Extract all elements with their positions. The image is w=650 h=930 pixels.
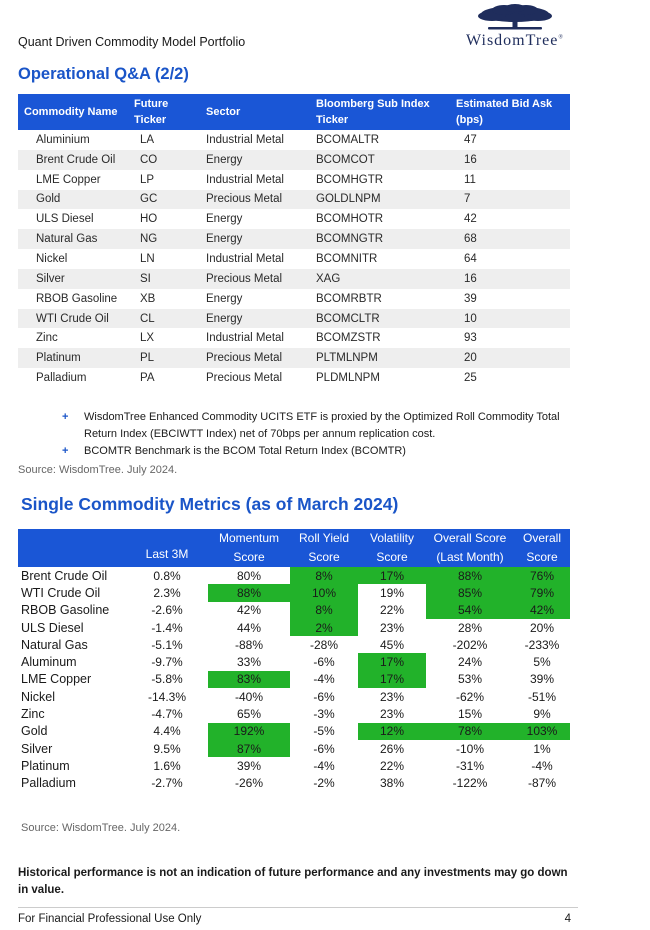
qa-notes [62,409,572,460]
bid-ask-cell: 68 [450,229,570,249]
document-title: Quant Driven Commodity Model Portfolio [18,35,246,49]
bid-ask-cell: 7 [450,190,570,210]
commodity-name-cell: Nickel [21,689,56,704]
col-header-overall-last-month: Overall Score (Last Month) [426,529,514,567]
bid-ask-cell: 39 [464,292,477,305]
sector-cell: Industrial Metal [206,133,284,146]
table-row [18,348,570,368]
sector-cell: Energy [206,213,243,226]
momentum-score-cell: 80% [236,568,262,583]
future-ticker-cell: LN [140,252,155,265]
table-row [18,567,570,584]
table-row [18,705,570,722]
bid-ask-cell: 93 [464,332,477,345]
table-row [18,688,570,705]
roll-yield-score-cell: -3% [313,707,335,722]
bloomberg-ticker-cell: BCOMZSTR [316,332,381,345]
operational-qa-table [18,94,570,388]
table-row [18,368,570,388]
note-item: + WisdomTree Enhanced Commodity UCITS ETF is proxied by the Optimized Roll Commodity Total Return Index (EBCIWTT Index) net of 70bps per annum replication cost. [62,411,560,440]
table-row [18,619,570,636]
bid-ask-cell: 42 [464,213,477,226]
bloomberg-ticker-cell: PLDMLNPM [316,372,380,385]
commodity-name-cell: Aluminum [21,655,77,670]
plus-icon: + [62,411,69,423]
table-row [18,130,570,150]
sector-cell: Industrial Metal [206,252,284,265]
footer-text: For Financial Professional Use Only [18,913,202,925]
commodity-name-cell: ULS Diesel [36,213,94,226]
bid-ask-cell: 47 [464,133,477,146]
col-header-sector: Sector [200,94,310,130]
bid-ask-cell: 16 [450,269,570,289]
last-3m-cell: -2.6% [151,603,183,618]
footer-divider [18,907,578,908]
overall-last-month-cell: -31% [455,758,484,773]
bid-ask-cell: 10 [450,309,570,329]
sector-cell: Precious Metal [206,372,283,385]
table-row [18,723,570,740]
table-row [18,170,570,190]
page-number: 4 [564,913,571,925]
table-row [18,584,570,601]
overall-last-month-cell: 28% [457,620,483,635]
sector-cell: Energy [200,150,310,170]
col-header-future-ticker: Future Ticker [128,94,200,130]
roll-yield-score-cell: -2% [313,776,335,791]
overall-score-cell: 79% [514,584,570,601]
future-ticker-cell: LX [140,332,155,345]
volatility-score-cell: 38% [379,776,405,791]
momentum-score-cell: 65% [236,707,262,722]
overall-score-cell: 1% [533,741,551,756]
bloomberg-ticker-cell: BCOMHOTR [316,213,384,226]
bid-ask-cell: 11 [464,173,476,186]
col-header-commodity-name: Commodity Name [18,94,128,130]
bloomberg-ticker-cell: BCOMNITR [316,252,378,265]
commodity-name-cell: RBOB Gasoline [36,292,118,305]
logo-wordmark: WisdomTree [466,32,559,49]
momentum-score-cell: 192% [208,723,290,740]
commodity-name-cell: Gold [18,190,128,210]
roll-yield-score-cell: -6% [313,741,335,756]
future-ticker-cell: CO [128,150,200,170]
bloomberg-ticker-cell: BCOMNGTR [310,229,450,249]
future-ticker-cell: PA [140,372,155,385]
roll-yield-score-cell: -5% [313,724,335,739]
last-3m-cell: -1.4% [151,620,183,635]
volatility-score-cell: 12% [358,723,426,740]
sector-cell: Energy [200,309,310,329]
overall-score-cell: 5% [533,655,551,670]
sector-cell: Industrial Metal [206,173,284,186]
momentum-score-cell: -40% [234,689,263,704]
col-header-commodity [18,529,126,567]
commodity-name-cell: Aluminium [36,133,90,146]
last-3m-cell: 2.3% [153,585,181,600]
volatility-score-cell: 23% [379,620,405,635]
table-row [18,602,570,619]
commodity-name-cell: WTI Crude Oil [18,309,128,329]
overall-score-cell: -4% [531,758,553,773]
wisdomtree-logo [440,3,590,51]
future-ticker-cell: CL [128,309,200,329]
commodity-name-cell: Palladium [21,776,76,791]
table-row [18,150,570,170]
roll-yield-score-cell: -6% [313,655,335,670]
overall-last-month-cell: 54% [426,602,514,619]
bloomberg-ticker-cell: BCOMCLTR [310,309,450,329]
bloomberg-ticker-cell: BCOMALTR [316,133,380,146]
roll-yield-score-cell: 8% [290,602,358,619]
volatility-score-cell: 17% [358,653,426,670]
commodity-name-cell: Platinum [21,758,70,773]
commodity-name-cell: Zinc [21,707,45,722]
table-row [18,328,570,348]
overall-last-month-cell: -62% [455,689,484,704]
col-header-overall-score: Overall Score [514,529,570,567]
overall-last-month-cell: 85% [426,584,514,601]
volatility-score-cell: 23% [379,689,405,704]
overall-score-cell: -87% [527,776,556,791]
bid-ask-cell: 20 [450,348,570,368]
last-3m-cell: -9.7% [151,655,183,670]
commodity-name-cell: Natural Gas [18,229,128,249]
bid-ask-cell: 25 [464,372,477,385]
table-row [18,289,570,309]
volatility-score-cell: 26% [379,741,405,756]
operational-qa-heading: Operational Q&A (2/2) [18,65,189,83]
future-ticker-cell: HO [140,213,158,226]
table-row [18,209,570,229]
commodity-metrics-heading: Single Commodity Metrics (as of March 2024) [21,494,399,514]
momentum-score-cell: 83% [208,671,290,688]
volatility-score-cell: 17% [358,567,426,584]
tree-logo-icon [440,3,590,33]
last-3m-cell: 0.8% [153,568,181,583]
last-3m-cell: -5.1% [151,637,183,652]
volatility-score-cell: 45% [379,637,405,652]
future-ticker-cell: GC [128,190,200,210]
table-row [18,636,570,653]
table-row [18,653,570,670]
table-row [18,229,570,249]
momentum-score-cell: -26% [234,776,263,791]
table-row [18,775,570,792]
commodity-name-cell: RBOB Gasoline [21,603,110,618]
commodity-name-cell: Gold [21,724,48,739]
table-header-row [18,529,570,567]
commodity-name-cell: LME Copper [36,173,101,186]
sector-cell: Precious Metal [200,348,310,368]
overall-score-cell: -233% [524,637,560,652]
bloomberg-ticker-cell: BCOMHGTR [316,173,384,186]
last-3m-cell: 9.5% [153,741,181,756]
roll-yield-score-cell: -4% [313,758,335,773]
commodity-name-cell: LME Copper [21,672,92,687]
momentum-score-cell: 39% [236,758,262,773]
source-note: Source: WisdomTree. July 2024. [21,822,181,834]
roll-yield-score-cell: -6% [313,689,335,704]
source-note: Source: WisdomTree. July 2024. [18,464,178,476]
future-ticker-cell: LA [140,133,155,146]
bloomberg-ticker-cell: PLTMLNPM [310,348,450,368]
plus-icon: + [62,445,69,457]
overall-score-cell: 9% [533,707,551,722]
table-row [18,671,570,688]
bloomberg-ticker-cell: XAG [310,269,450,289]
overall-score-cell: -51% [527,689,556,704]
sector-cell: Industrial Metal [206,332,284,345]
future-ticker-cell: NG [128,229,200,249]
commodity-name-cell: Zinc [36,332,58,345]
overall-last-month-cell: 88% [426,567,514,584]
table-row [18,269,570,289]
roll-yield-score-cell: -4% [313,672,335,687]
commodity-name-cell: Platinum [18,348,128,368]
sector-cell: Energy [200,229,310,249]
col-header-last-3m: Last 3M [126,529,208,567]
table-row [18,249,570,269]
last-3m-cell: -14.3% [147,689,187,704]
commodity-name-cell: Silver [18,269,128,289]
volatility-score-cell: 23% [379,707,405,722]
col-header-volatility: Volatility Score [358,529,426,567]
commodity-metrics-table [18,529,570,792]
col-header-roll-yield: Roll Yield Score [290,529,358,567]
overall-last-month-cell: -202% [452,637,488,652]
future-ticker-cell: XB [140,292,156,305]
col-header-bloomberg-ticker: Bloomberg Sub Index Ticker [310,94,450,130]
last-3m-cell: 4.4% [153,724,181,739]
overall-score-cell: 42% [514,602,570,619]
sector-cell: Precious Metal [200,269,310,289]
bid-ask-cell: 64 [464,252,477,265]
commodity-name-cell: Silver [21,741,53,756]
momentum-score-cell: -88% [234,637,263,652]
volatility-score-cell: 22% [379,603,405,618]
roll-yield-score-cell: 8% [290,567,358,584]
momentum-score-cell: 88% [208,584,290,601]
overall-score-cell: 39% [529,672,555,687]
last-3m-cell: -2.7% [151,776,183,791]
bloomberg-ticker-cell: BCOMCOT [310,150,450,170]
bloomberg-ticker-cell: GOLDLNPM [310,190,450,210]
overall-last-month-cell: 78% [426,723,514,740]
future-ticker-cell: PL [128,348,200,368]
momentum-score-cell: 44% [236,620,262,635]
overall-last-month-cell: 24% [457,655,483,670]
commodity-name-cell: Nickel [36,252,68,265]
last-3m-cell: -4.7% [151,707,183,722]
overall-score-cell: 76% [514,567,570,584]
commodity-name-cell: Natural Gas [21,637,88,652]
overall-score-cell: 103% [514,723,570,740]
commodity-name-cell: ULS Diesel [21,620,84,635]
table-row [18,757,570,774]
future-ticker-cell: LP [140,173,155,186]
volatility-score-cell: 17% [358,671,426,688]
note-item: + BCOMTR Benchmark is the BCOM Total Return Index (BCOMTR) [62,443,572,460]
momentum-score-cell: 42% [236,603,262,618]
commodity-name-cell: WTI Crude Oil [21,585,101,600]
roll-yield-score-cell: -28% [309,637,338,652]
last-3m-cell: -5.8% [151,672,183,687]
volatility-score-cell: 19% [379,585,405,600]
overall-score-cell: 20% [529,620,555,635]
commodity-name-cell: Brent Crude Oil [18,150,128,170]
table-header-row [18,94,570,130]
roll-yield-score-cell: 2% [290,619,358,636]
bloomberg-ticker-cell: BCOMRBTR [316,292,382,305]
volatility-score-cell: 22% [379,758,405,773]
overall-last-month-cell: -10% [455,741,484,756]
future-ticker-cell: SI [128,269,200,289]
overall-last-month-cell: 15% [457,707,483,722]
bid-ask-cell: 16 [450,150,570,170]
commodity-name-cell: Palladium [36,372,87,385]
table-row [18,309,570,329]
overall-last-month-cell: -122% [452,776,488,791]
overall-last-month-cell: 53% [457,672,483,687]
sector-cell: Energy [206,292,243,305]
col-header-momentum: Momentum Score [208,529,290,567]
momentum-score-cell: 33% [236,655,262,670]
sector-cell: Precious Metal [200,190,310,210]
table-row [18,190,570,210]
commodity-name-cell: Brent Crude Oil [21,568,108,583]
momentum-score-cell: 87% [208,740,290,757]
col-header-bid-ask: Estimated Bid Ask (bps) [450,94,570,130]
roll-yield-score-cell: 10% [290,584,358,601]
performance-disclaimer: Historical performance is not an indication of future performance and any investments may go down in value. [18,867,568,896]
last-3m-cell: 1.6% [153,758,181,773]
registered-mark: ® [558,34,564,41]
table-row [18,740,570,757]
